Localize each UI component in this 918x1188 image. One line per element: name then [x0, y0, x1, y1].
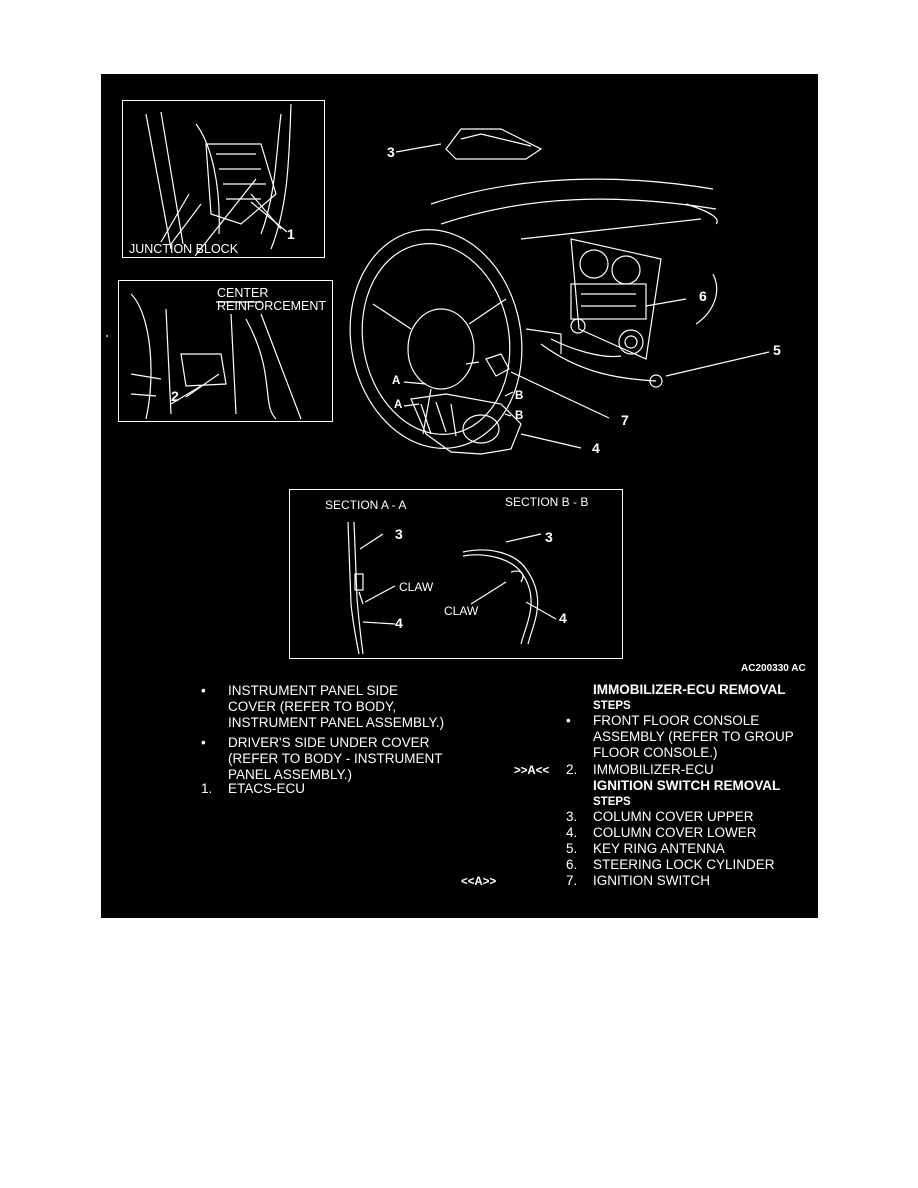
callout-1: 1 — [287, 226, 295, 242]
ignition-heading: IGNITION SWITCH REMOVAL — [593, 778, 781, 793]
left-item2-line1: DRIVER'S SIDE UNDER COVER — [228, 735, 430, 750]
right-item2-text: IMMOBILIZER-ECU — [593, 762, 714, 777]
junction-block-label: JUNCTION BLOCK — [129, 242, 239, 256]
right-floor-line3: FLOOR CONSOLE.) — [593, 745, 718, 760]
arrow-a-label-1: A — [392, 375, 401, 387]
left-item3-text: ETACS-ECU — [228, 781, 306, 796]
section-aa-callout-4: 4 — [395, 615, 403, 631]
section-aa-title: SECTION A - A — [325, 498, 407, 512]
left-item1-line2: COVER (REFER TO BODY, — [228, 699, 397, 714]
left-bullet-1: • — [201, 683, 206, 698]
right-item7-number: 7. — [566, 873, 578, 888]
arrow-b-label-2: B — [515, 410, 524, 422]
right-item6-number: 6. — [566, 857, 578, 872]
callout-5: 5 — [773, 342, 781, 358]
reinforcement-label: REINFORCEMENT — [217, 299, 327, 313]
right-item5-number: 5. — [566, 841, 578, 856]
arrow-a-label-2: A — [394, 399, 403, 411]
right-item3-number: 3. — [566, 809, 578, 824]
right-item7-text: IGNITION SWITCH — [593, 873, 710, 888]
left-item2-line2: (REFER TO BODY - INSTRUMENT — [228, 751, 443, 766]
right-item4-text: COLUMN COVER LOWER — [593, 825, 757, 840]
right-item5-text: KEY RING ANTENNA — [593, 841, 725, 856]
section-bb-callout-4: 4 — [559, 610, 567, 626]
right-item6-text: STEERING LOCK CYLINDER — [593, 857, 775, 872]
section-bb-claw: CLAW — [444, 604, 479, 618]
callout-7: 7 — [621, 412, 629, 428]
right-item2-number: 2. — [566, 762, 578, 777]
right-item3-text: COLUMN COVER UPPER — [593, 809, 754, 824]
figure-id: AC200330 AC — [741, 663, 806, 674]
sections-inset — [289, 489, 623, 659]
left-item1-line1: INSTRUMENT PANEL SIDE — [228, 683, 399, 698]
callout-3: 3 — [387, 144, 395, 160]
left-item2-line3: PANEL ASSEMBLY.) — [228, 767, 353, 782]
ref-a-in: <<A>> — [461, 876, 497, 888]
right-floor-line2: ASSEMBLY (REFER TO GROUP — [593, 729, 794, 744]
ref-a-out: >>A<< — [514, 765, 550, 777]
right-item4-number: 4. — [566, 825, 578, 840]
ignition-steps: STEPS — [593, 796, 631, 808]
section-aa-claw: CLAW — [399, 580, 434, 594]
immobilizer-heading: IMMOBILIZER-ECU REMOVAL — [593, 682, 786, 697]
center-label: CENTER — [217, 286, 269, 300]
callout-2: 2 — [171, 388, 179, 404]
left-item3-number: 1. — [201, 781, 213, 796]
callout-6: 6 — [699, 288, 707, 304]
immobilizer-steps: STEPS — [593, 700, 631, 712]
arrow-b-label-1: B — [515, 390, 524, 402]
diagram-panel — [101, 74, 818, 918]
left-item1-line3: INSTRUMENT PANEL ASSEMBLY.) — [228, 715, 445, 730]
right-floor-bullet: • — [566, 713, 571, 728]
callout-4: 4 — [592, 440, 600, 456]
section-bb-callout-3: 3 — [545, 529, 553, 545]
left-bullet-2: • — [201, 735, 206, 750]
section-bb-title: SECTION B - B — [505, 495, 589, 509]
right-floor-line1: FRONT FLOOR CONSOLE — [593, 713, 760, 728]
section-aa-callout-3: 3 — [395, 526, 403, 542]
